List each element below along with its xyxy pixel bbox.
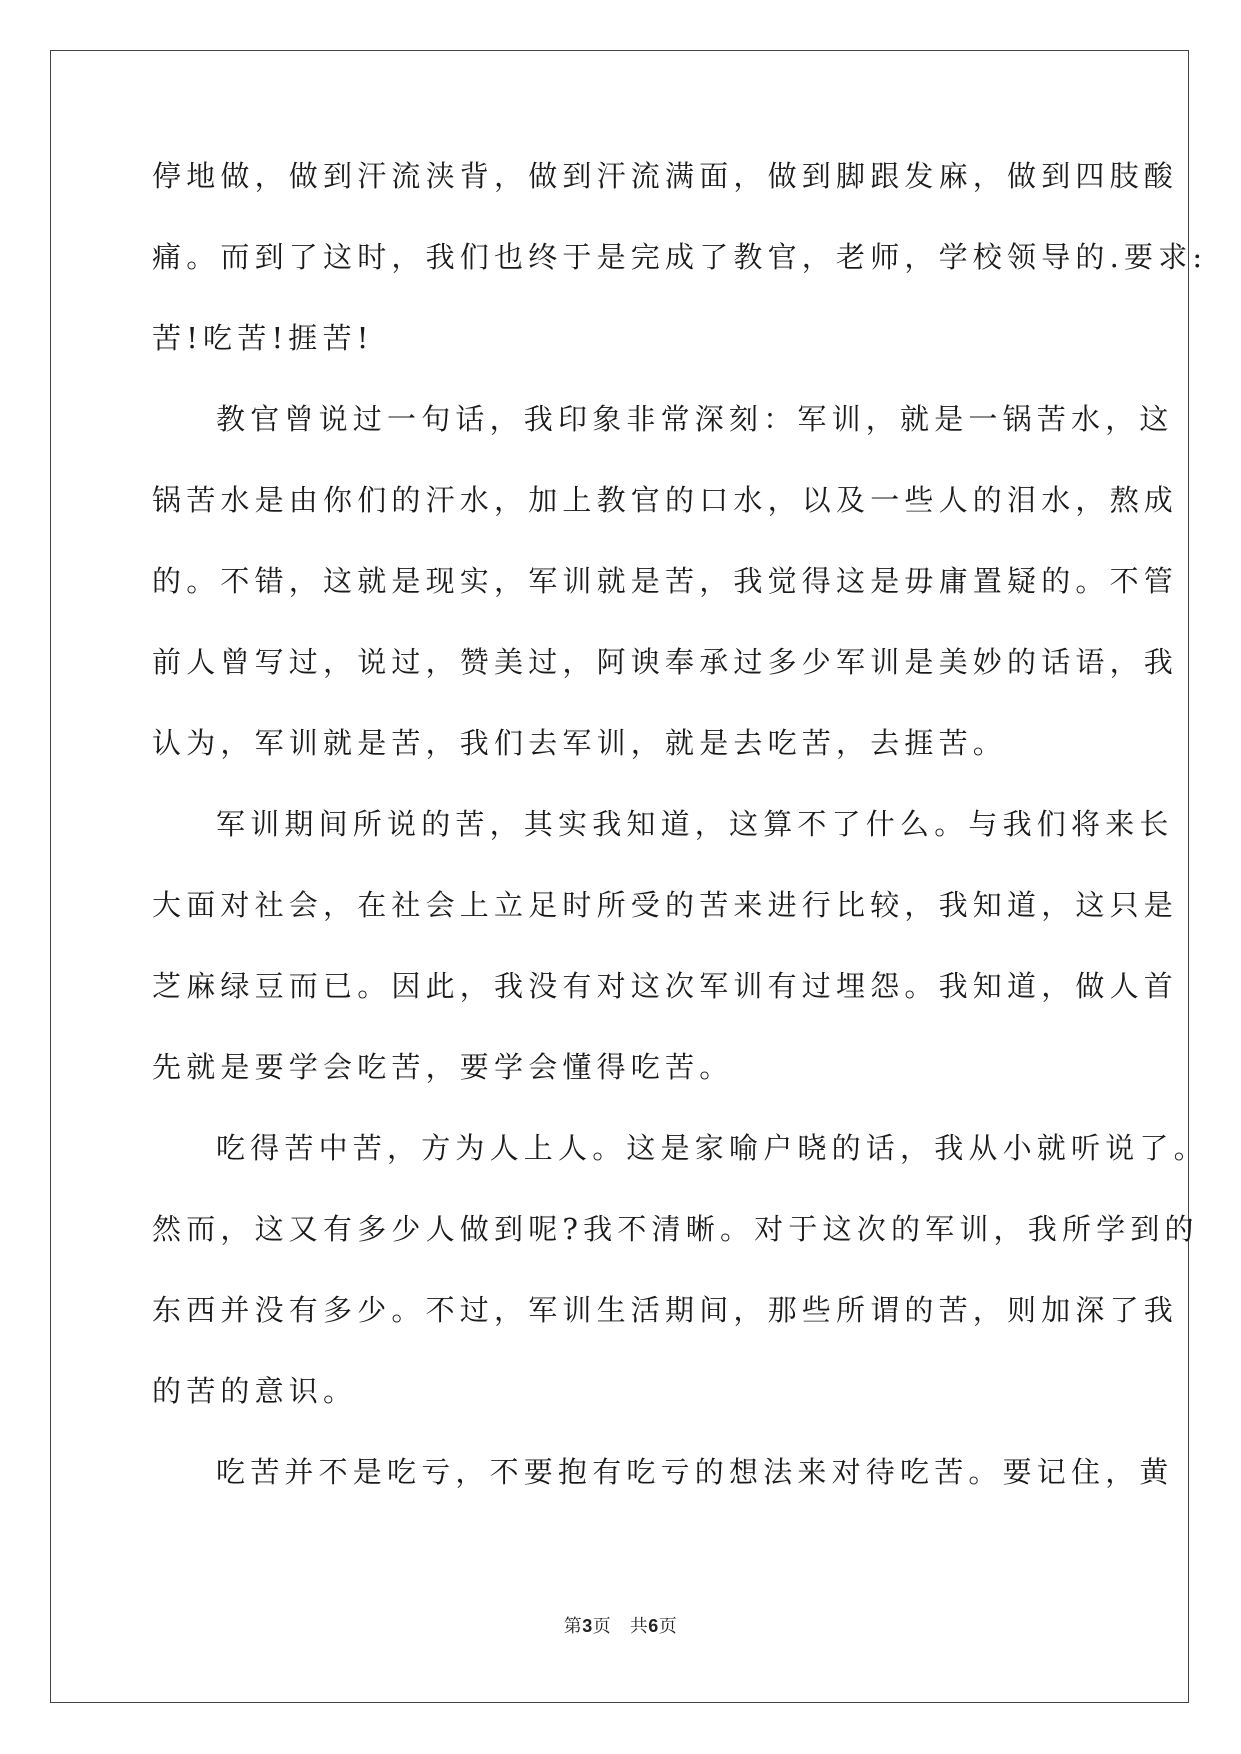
text-line: 痛。而到了这时，我们也终于是完成了教官，老师，学校领导的.要求: — [152, 240, 1208, 274]
page-suffix: 页 — [658, 1616, 678, 1637]
paragraph-first-line: 军训期间所说的苦，其实我知道，这算不了什么。与我们将来长 — [216, 807, 1174, 841]
paragraph-first-line: 吃得苦中苦，方为人上人。这是家喻户晓的话，我从小就听说了。 — [216, 1131, 1208, 1165]
text-line: 先就是要学会吃苦，要学会懂得吃苦。 — [152, 1050, 734, 1084]
paragraph-first-line: 教官曾说过一句话，我印象非常深刻：军训，就是一锅苦水，这 — [216, 402, 1174, 436]
total-page-count: 6 — [648, 1616, 659, 1636]
text-line: 然而，这又有多少人做到呢?我不清晰。对于这次的军训，我所学到的 — [152, 1212, 1199, 1246]
paragraph-first-line: 吃苦并不是吃亏，不要抱有吃亏的想法来对待吃苦。要记住，黄 — [216, 1455, 1174, 1489]
text-line: 芝麻绿豆而已。因此，我没有对这次军训有过埋怨。我知道，做人首 — [152, 969, 1179, 1003]
text-line: 认为，军训就是苦，我们去军训，就是去吃苦，去捱苦。 — [152, 726, 1008, 760]
text-line: 东西并没有多少。不过，军训生活期间，那些所谓的苦，则加深了我 — [152, 1293, 1179, 1327]
text-line: 前人曾写过，说过，赞美过，阿谀奉承过多少军训是美妙的话语，我 — [152, 645, 1179, 679]
document-body — [152, 159, 1208, 1537]
page-separator: 页 共 — [592, 1616, 649, 1637]
page-prefix: 第 — [563, 1616, 583, 1637]
text-line: 的苦的意识。 — [152, 1374, 358, 1408]
current-page-number: 3 — [582, 1616, 593, 1636]
text-line: 停地做，做到汗流浃背，做到汗流满面，做到脚跟发麻，做到四肢酸 — [152, 159, 1179, 193]
text-line: 的。不错，这就是现实，军训就是苦，我觉得这是毋庸置疑的。不管 — [152, 564, 1179, 598]
text-line: 锅苦水是由你们的汗水，加上教官的口水，以及一些人的泪水，熬成 — [152, 483, 1179, 517]
text-line: 苦!吃苦!捱苦! — [152, 321, 374, 355]
text-line: 大面对社会，在社会上立足时所受的苦来进行比较，我知道，这只是 — [152, 888, 1179, 922]
page-number-footer — [0, 1612, 1241, 1638]
